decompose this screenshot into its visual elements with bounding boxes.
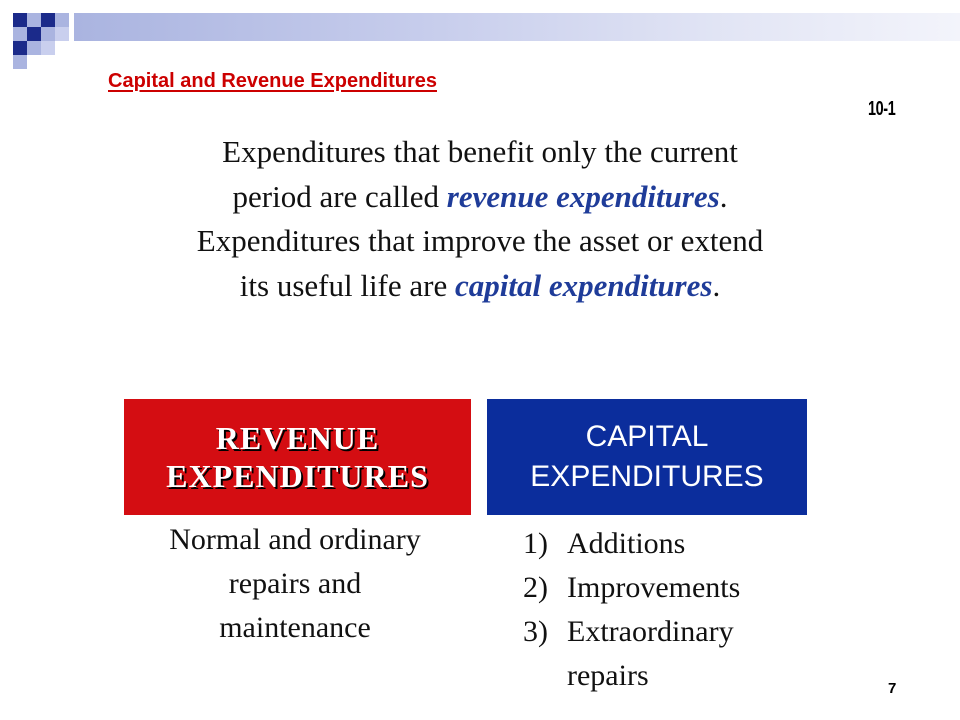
revenue-box-line1: REVENUE: [215, 420, 380, 456]
list-item-number: 3): [523, 615, 548, 648]
header-square: [27, 41, 41, 55]
slide-code: 10-1: [868, 98, 896, 120]
list-item: [523, 522, 823, 566]
paragraph-text: Expenditures that benefit only the current period are called: [222, 134, 738, 214]
header-gradient-bar: [74, 13, 960, 41]
header-square: [13, 41, 27, 55]
header-square: [41, 41, 55, 55]
capital-box-line2: EXPENDITURES: [530, 460, 764, 493]
capital-box-line1: CAPITAL: [585, 420, 709, 453]
list-item: [523, 610, 823, 698]
revenue-expenditures-box: [124, 399, 471, 515]
header-square: [27, 27, 41, 41]
revenue-box-line2: EXPENDITURES: [166, 458, 429, 494]
list-item-number: 2): [523, 571, 548, 604]
header-square: [41, 13, 55, 27]
paragraph-text: . Expenditures that improve the asset or extend its useful life are: [196, 178, 764, 303]
header-square: [27, 13, 41, 27]
header-square: [13, 13, 27, 27]
paragraph-text: .: [712, 267, 721, 303]
header-square: [41, 27, 55, 41]
definition-paragraph: [195, 130, 765, 308]
revenue-description: Normal and ordinary repairs and maintenance: [169, 523, 421, 644]
header-square: [13, 27, 27, 41]
header-square: [55, 27, 69, 41]
capital-expenditures-term: capital expenditures: [454, 267, 713, 303]
list-item-label: Additions: [567, 527, 686, 560]
slide-title[interactable]: Capital and Revenue Expenditures: [108, 70, 437, 92]
list-item-label: Improvements: [567, 571, 741, 604]
revenue-expenditures-term: revenue expenditures: [446, 178, 720, 214]
capital-items-list: [523, 522, 823, 698]
list-item: [523, 566, 823, 610]
header-square: [55, 13, 69, 27]
list-item-number: 1): [523, 527, 548, 560]
page-number: 7: [888, 680, 897, 697]
list-item-label: Extraordinary repairs: [567, 615, 734, 692]
capital-expenditures-box: [487, 399, 807, 515]
header-square: [13, 55, 27, 69]
